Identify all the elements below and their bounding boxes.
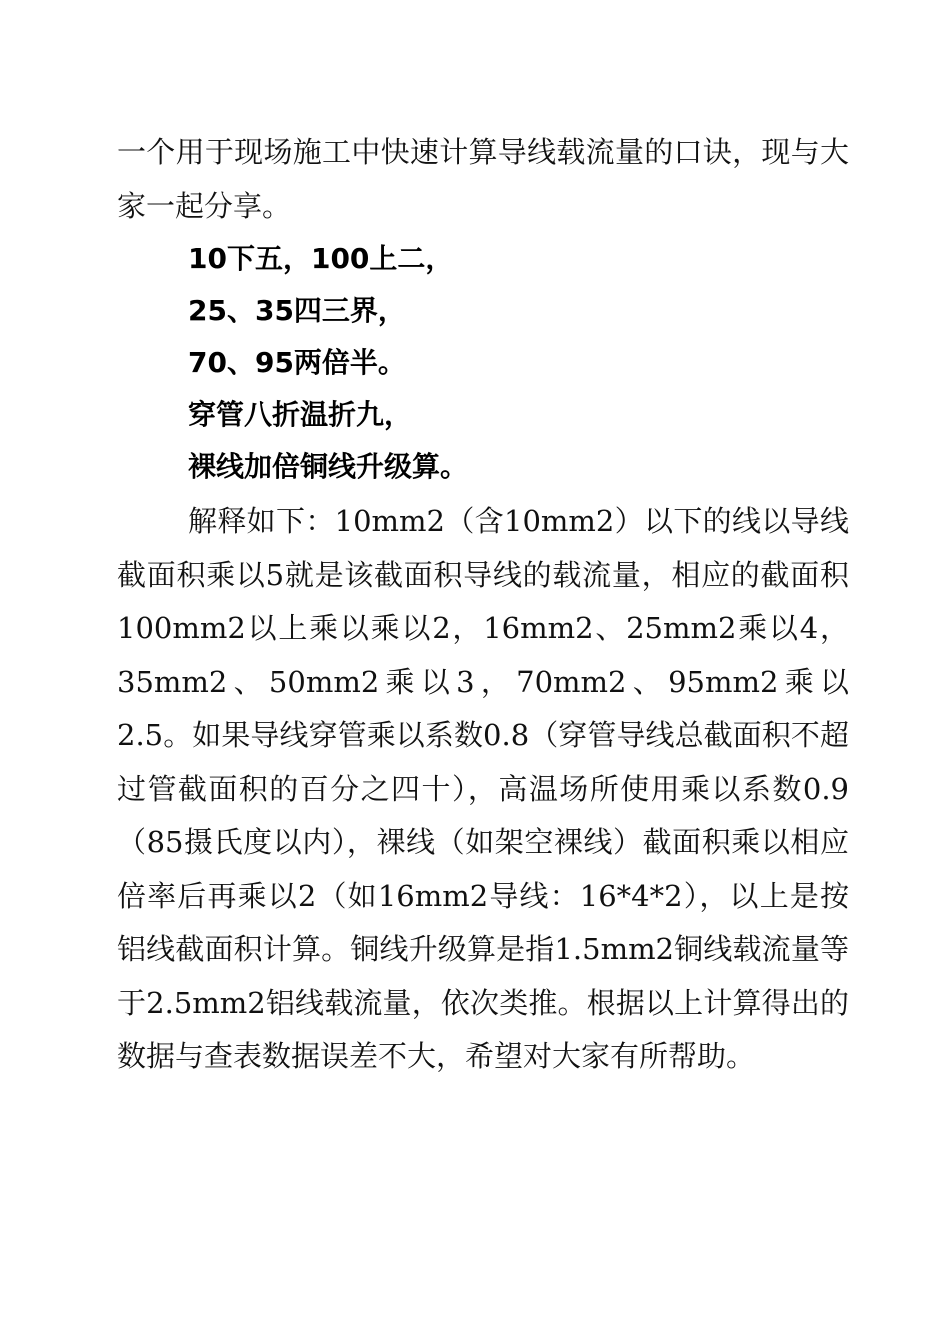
intro-paragraph: 一个用于现场施工中快速计算导线载流量的口诀，现与大家一起分享。 [117, 135, 849, 223]
verse-line-5: 裸线加倍铜线升级算。 [188, 450, 469, 483]
explanation-paragraph: 解释如下：10mm2（含10mm2）以下的线以导线截面积乘以5就是该截面积导线的载流量，相应的截面积100mm2以上乘以乘以2，16mm2、25mm2乘以4，35mm2、50mm2乘以3，70mm2、95mm2乘以2.5。如果导线穿管乘以系数0.8（穿管导线总截面积不超过管截面积的百分之四十），高温场所使用乘以系数0.9（85摄氏度以内），裸线（如架空裸线）截面积乘以相应倍率后再乘以2（如16mm2导线：16*4*2），以上是按铝线截面积计算。铜线升级算是指1.5mm2铜线载流量等于2.5mm2铝线载流量，依次类推。根据以上计算得出的数据与查表数据误差不大，希望对大家有所帮助。 [117, 504, 849, 1073]
verse-line-3: 70、95两倍半。 [188, 346, 406, 379]
verse-line-2: 25、35四三界， [188, 294, 406, 327]
verse-line-4: 穿管八折温折九， [188, 398, 413, 431]
document-body [117, 126, 849, 1084]
verse-line-1: 10下五，100上二， [188, 242, 454, 275]
